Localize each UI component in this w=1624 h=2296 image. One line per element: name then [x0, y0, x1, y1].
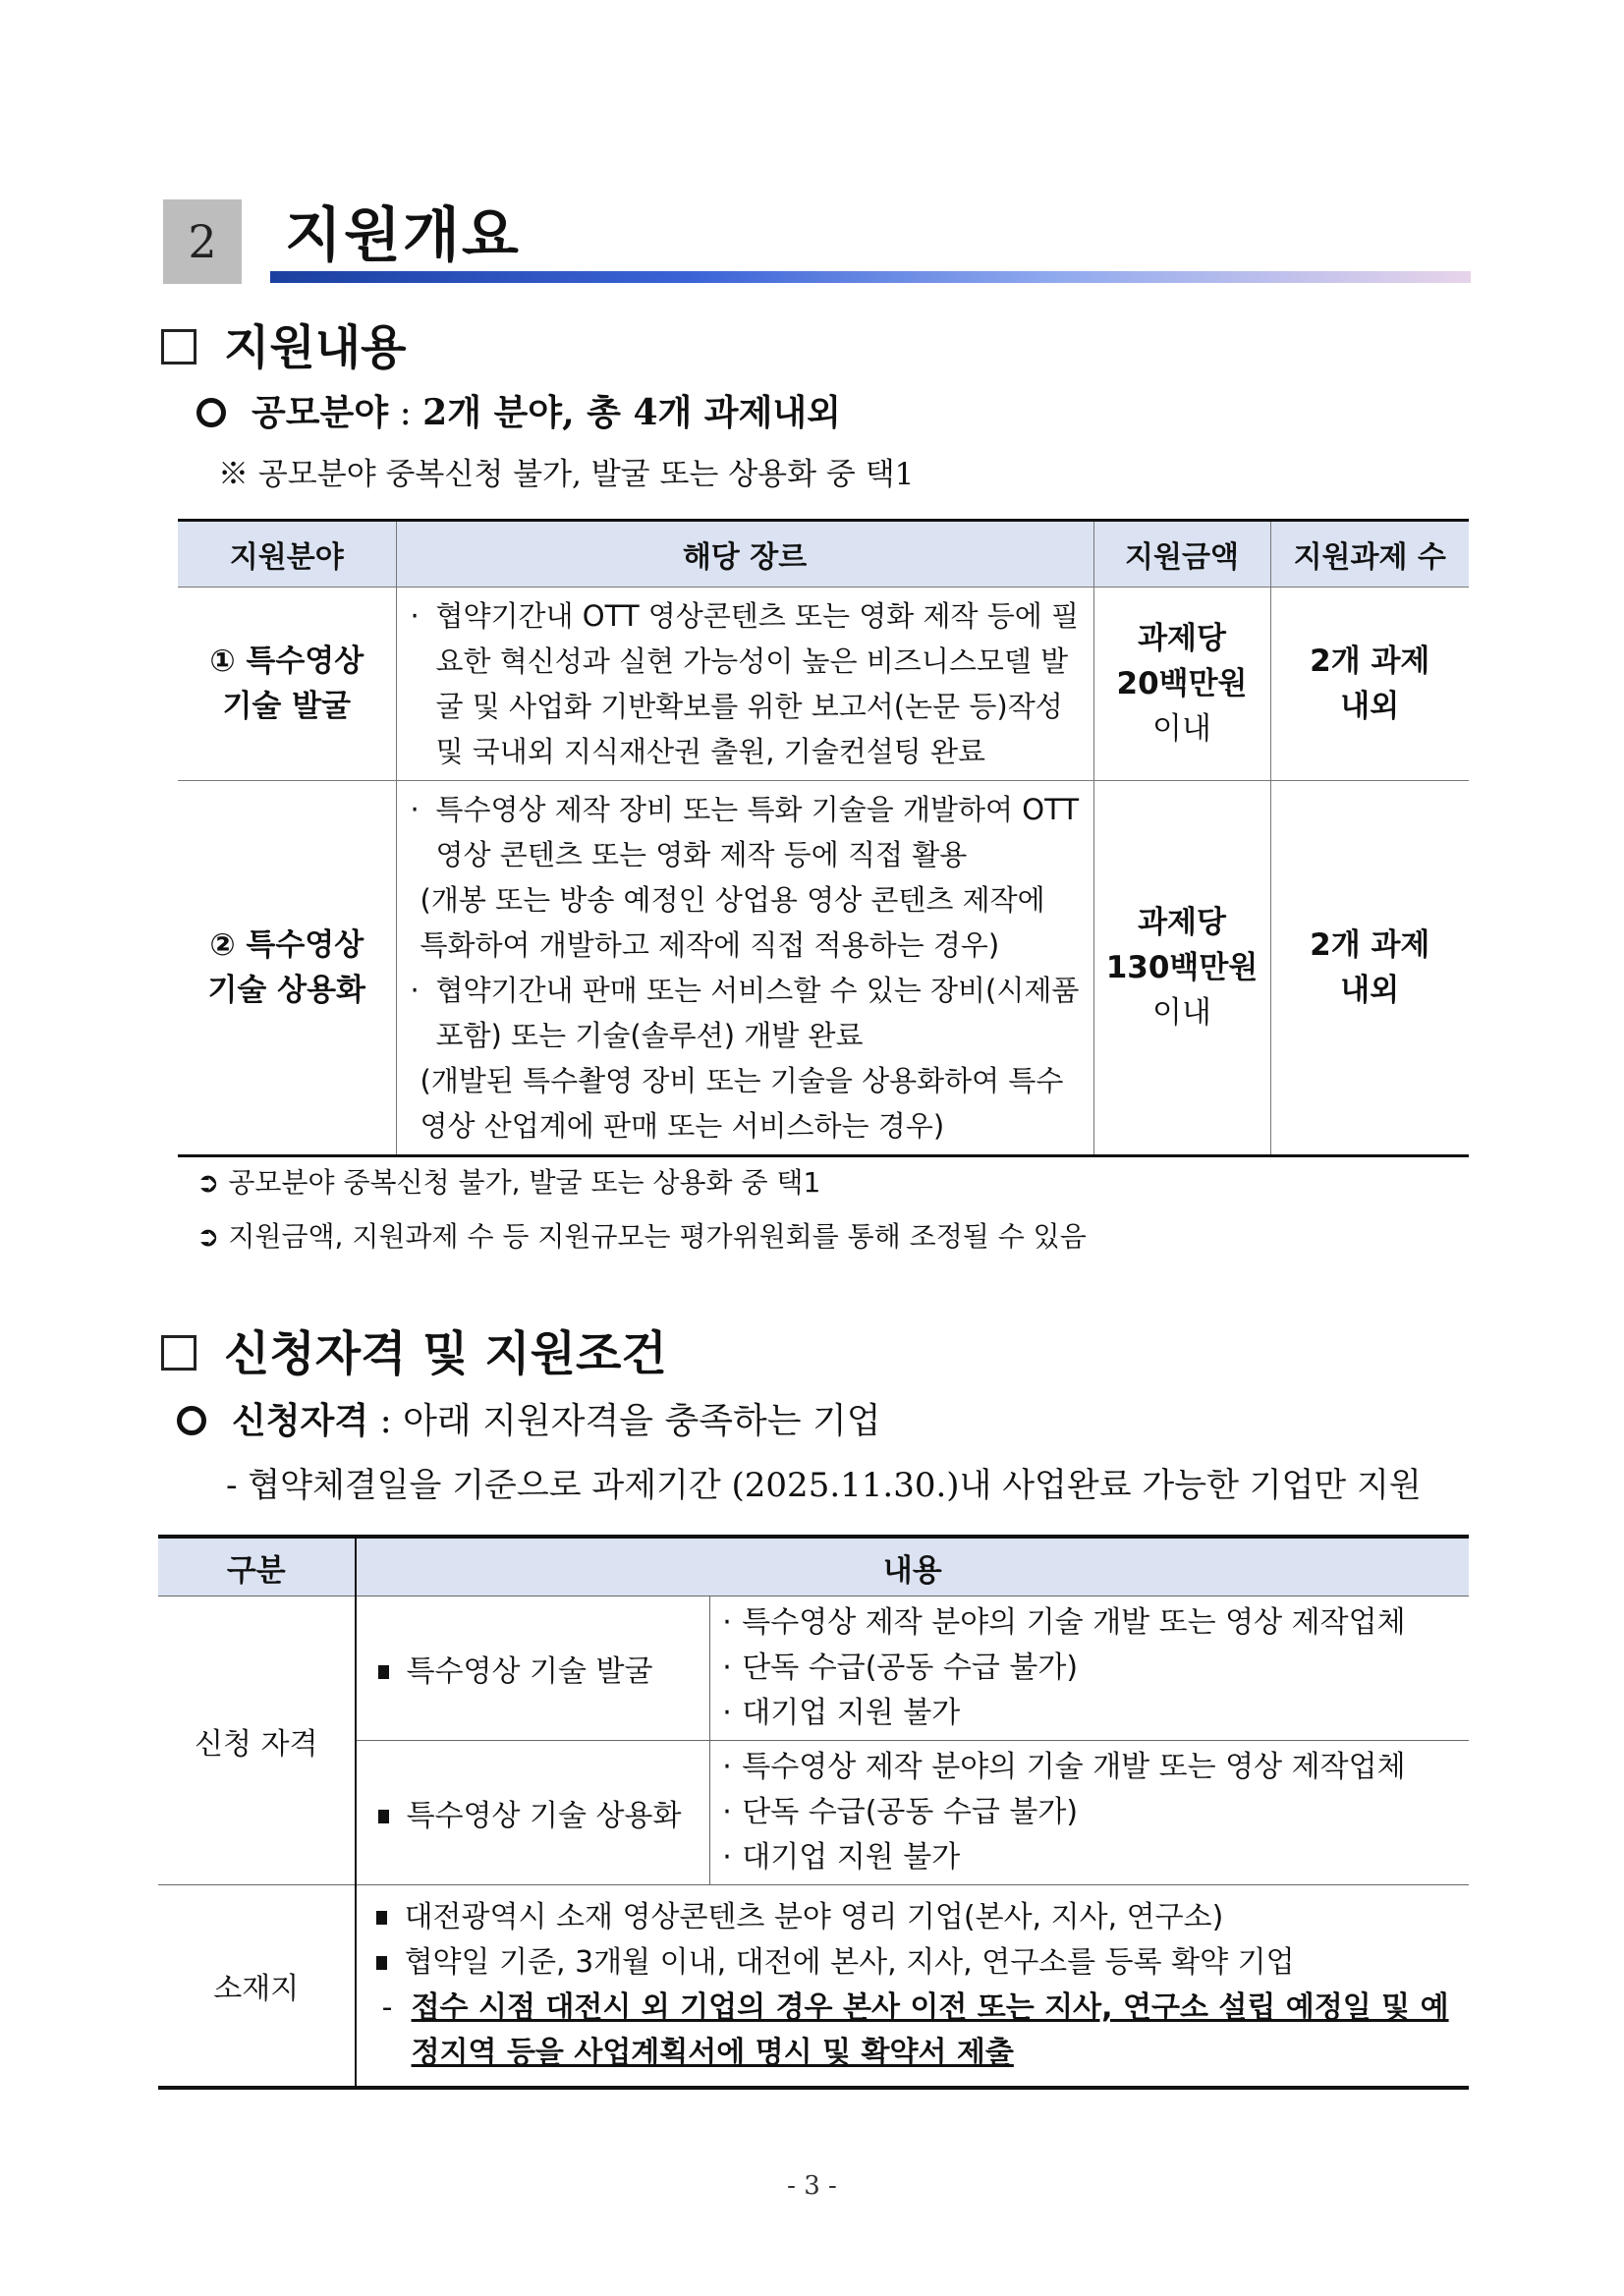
genre-cell [396, 781, 1093, 1156]
qualification-label: 신청 자격 [158, 1596, 356, 1885]
eligibility-label: 신청자격 [232, 1400, 369, 1441]
eligibility-heading [161, 1322, 667, 1385]
table-row [158, 1741, 1469, 1885]
header-content: 내용 [356, 1537, 1469, 1596]
support-table-header [178, 521, 1469, 588]
eligibility-value: 아래 지원자격을 충족하는 기업 [403, 1401, 881, 1441]
field-line-value: 2개 분야, 총 4개 과제내외 [422, 392, 841, 433]
section-title-underline [270, 271, 1471, 283]
header-genre: 해당 장르 [396, 521, 1093, 588]
amount-prefix: 과제당 [1138, 905, 1226, 940]
count-line: 2개 과제 [1310, 644, 1430, 679]
location-emphasis: 접수 시점 대전시 외 기업의 경우 본사 이전 또는 지사, 연구소 설립 예정일 및 예정지역 등을 사업계획서에 명시 및 확약서 제출 [411, 1990, 1449, 2070]
amount-prefix: 과제당 [1138, 621, 1226, 656]
genre-subnote: (개봉 또는 방송 예정인 상업용 영상 콘텐츠 제작에 특화하여 개발하고 제작에 직접 적용하는 경우) [420, 883, 1045, 962]
detail-item: · 대기업 지원 불가 [722, 1835, 1461, 1880]
amount-suffix: 이내 [1152, 711, 1211, 747]
eligibility-sub: - 협약체결일을 기준으로 과제기간 (2025.11.30.)내 사업완료 가능한 기업만 지원 [226, 1466, 1422, 1505]
table-row [158, 1596, 1469, 1741]
square-bullet-icon [161, 1335, 196, 1371]
square-bullet-icon [376, 1956, 387, 1970]
eligibility-line [177, 1396, 881, 1446]
square-bullet-icon [376, 1911, 387, 1925]
table-row [178, 588, 1469, 781]
square-bullet-icon [161, 329, 196, 364]
field-name-line: 기술 발굴 [222, 689, 352, 724]
circle-bullet-icon [196, 398, 226, 427]
genre-item: · 협약기간내 OTT 영상콘텐츠 또는 영화 제작 등에 필요한 혁신성과 실현 가능성이 높은 비즈니스모델 발굴 및 사업화 기반확보를 위한 보고서(논문 등)작성 및 국내외 지식재산권 출원, 기술컨설팅 완료 [411, 593, 1082, 774]
amount-value: 130백만원 [1105, 950, 1259, 985]
category-cell [356, 1596, 710, 1741]
category-name: 특수영상 기술 상용화 [406, 1799, 682, 1833]
location-item: 협약일 기준, 3개월 이내, 대전에 본사, 지사, 연구소를 등록 확약 기업 [404, 1945, 1295, 1980]
amount-cell [1093, 781, 1270, 1156]
amount-cell [1093, 588, 1270, 781]
category-name: 특수영상 기술 발굴 [406, 1654, 653, 1689]
field-name-line: ② 특수영상 [209, 927, 364, 963]
page-number: - 3 - [787, 2171, 837, 2201]
eligibility-heading-text: 신청자격 및 지원조건 [224, 1326, 667, 1381]
detail-item: · 대기업 지원 불가 [722, 1691, 1461, 1736]
field-cell [178, 588, 396, 781]
amount-suffix: 이내 [1152, 995, 1211, 1031]
support-content-heading-text: 지원내용 [224, 320, 407, 375]
field-line-sep: : [399, 393, 412, 433]
square-bullet-icon [378, 1665, 389, 1679]
location-label: 소재지 [158, 1885, 356, 2089]
eligibility-table-header [158, 1537, 1469, 1596]
field-line-label: 공모분야 [252, 392, 389, 433]
detail-item: · 특수영상 제작 분야의 기술 개발 또는 영상 제작업체 [722, 1600, 1461, 1646]
detail-cell [710, 1596, 1469, 1741]
detail-item: · 단독 수급(공동 수급 불가) [722, 1646, 1461, 1691]
location-item: 대전광역시 소재 영상콘텐츠 분야 영리 기업(본사, 지사, 연구소) [404, 1900, 1224, 1934]
section-number: 2 [163, 199, 242, 284]
support-table [178, 519, 1469, 1157]
support-content-heading [161, 316, 406, 379]
field-name-line: ① 특수영상 [209, 644, 364, 679]
header-category: 구분 [158, 1537, 356, 1596]
category-cell [356, 1741, 710, 1885]
count-line: 내외 [1340, 973, 1400, 1008]
arrow-note: ➲ 지원금액, 지원과제 수 등 지원규모는 평가위원회를 통해 조정될 수 있음 [196, 1220, 1087, 1253]
count-cell [1270, 781, 1469, 1156]
eligibility-table [158, 1535, 1469, 2090]
section-title: 지원개요 [285, 201, 521, 270]
table-row [178, 781, 1469, 1156]
genre-item: · 협약기간내 판매 또는 서비스할 수 있는 장비(시제품 포함) 또는 기술(솔루션) 개발 완료 [411, 968, 1082, 1058]
count-line: 내외 [1340, 689, 1400, 724]
field-cell [178, 781, 396, 1156]
circle-bullet-icon [177, 1406, 206, 1435]
genre-cell [396, 588, 1093, 781]
table-row [158, 1885, 1469, 2089]
detail-item: · 단독 수급(공동 수급 불가) [722, 1790, 1461, 1835]
square-bullet-icon [378, 1810, 389, 1823]
field-line [196, 388, 841, 438]
count-cell [1270, 588, 1469, 781]
genre-item: · 특수영상 제작 장비 또는 특화 기술을 개발하여 OTT 영상 콘텐츠 또는 영화 제작 등에 직접 활용 [411, 787, 1082, 877]
header-count: 지원과제 수 [1270, 521, 1469, 588]
genre-subnote: (개발된 특수촬영 장비 또는 기술을 상용화하여 특수영상 산업계에 판매 또는 서비스하는 경우) [420, 1064, 1064, 1143]
eligibility-sep: : [379, 1401, 392, 1441]
header-field: 지원분야 [178, 521, 396, 588]
count-line: 2개 과제 [1310, 927, 1430, 963]
amount-value: 20백만원 [1116, 666, 1248, 701]
location-cell [356, 1885, 1469, 2089]
field-name-line: 기술 상용화 [207, 973, 366, 1008]
arrow-note: ➲ 공모분야 중복신청 불가, 발굴 또는 상용화 중 택1 [196, 1166, 821, 1199]
field-note: ※ 공모분야 중복신청 불가, 발굴 또는 상용화 중 택1 [218, 457, 915, 492]
detail-cell [710, 1741, 1469, 1885]
header-amount: 지원금액 [1093, 521, 1270, 588]
detail-item: · 특수영상 제작 분야의 기술 개발 또는 영상 제작업체 [722, 1745, 1461, 1790]
dash-marker: - [381, 1990, 393, 2025]
location-emphasis-row [376, 1986, 1459, 2076]
